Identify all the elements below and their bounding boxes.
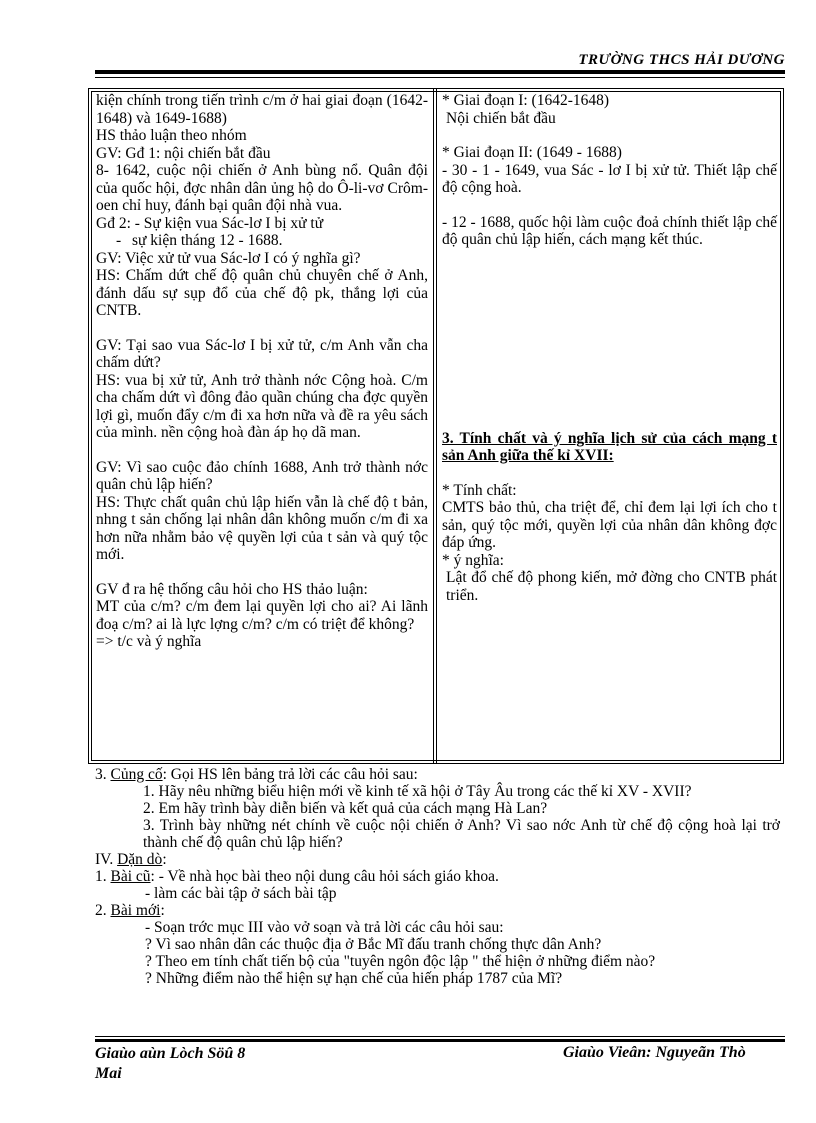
right-paragraph: - 30 - 1 - 1649, vua Sác - lơ I bị xử tử. Thiết lập chế độ cộng hoà. [442, 161, 777, 196]
left-paragraph: => t/c và ý nghĩa [96, 633, 202, 650]
bai-cu-number: 1. [95, 868, 107, 885]
dan-do-number: IV. [95, 851, 114, 868]
header-rule-thick [95, 70, 785, 74]
right-paragraph: - 12 - 1688, quốc hội làm cuộc đoả chính thiết lập chế độ quân chủ lập hiến, cách mạng kết thúc. [442, 213, 777, 248]
bai-moi-label: Bài mới [110, 902, 161, 919]
left-paragraph: GV đ ra hệ thống câu hỏi cho HS thảo luận: [96, 580, 368, 598]
lesson-notes-below [95, 766, 780, 987]
review-question: 3. Trình bày những nét chính về cuộc nội chiến ở Anh? Vì sao nớc Anh từ chế độ cộng hoà lại trở thành chế độ quân chủ lập hiến? [143, 817, 780, 851]
bai-moi-colon: : [160, 902, 165, 919]
homework-item: ? Những điểm nào thể hiện sự hạn chế của hiến pháp 1787 của Mĩ? [145, 970, 563, 987]
left-paragraph: kiện chính trong tiến trình c/m ở hai giai đoạn (1642-1648) và 1649-1688) [96, 92, 428, 127]
right-paragraph: * Giai đoạn II: (1649 - 1688) [442, 144, 622, 161]
footer-rule-thick [95, 1039, 785, 1042]
homework-item: ? Theo em tính chất tiến bộ của "tuyên ngôn độc lập " thể hiện ở những điểm nào? [145, 953, 656, 970]
table-column-divider [433, 88, 437, 764]
left-paragraph: 8- 1642, cuộc nội chiến ở Anh bùng nổ. Quân đội của quốc hội, đợc nhân dân ủng hộ do Ô-li-vơ Crôm-oen chỉ huy, đánh bại quân đội nhà vua. [96, 162, 428, 214]
right-paragraph: CMTS bảo thủ, cha triệt để, chỉ đem lại lợi ích cho t sản, quý tộc mới, quyền lợi của nhân dân không đợc đáp ứng. [442, 499, 777, 551]
right-paragraph: * Tính chất: [442, 481, 517, 499]
cung-co-number: 3. [95, 766, 107, 783]
bai-cu-text: : - Về nhà học bài theo nội dung câu hỏi sách giáo khoa. [150, 868, 499, 885]
left-bullet [96, 232, 428, 250]
review-question: 1. Hãy nêu những biểu hiện mới về kinh tế xã hội ở Tây Âu trong các thế kỉ XV - XVII? [143, 783, 692, 800]
footer-course-line1: Giaùo aùn Lòch Söû 8 [95, 1045, 246, 1062]
homework-item: ? Vì sao nhân dân các thuộc địa ở Bắc Mĩ đấu tranh chống thực dân Anh? [145, 936, 602, 953]
left-bullet-text: sự kiện tháng 12 - 1688. [132, 232, 283, 249]
table-right-column [442, 92, 777, 604]
right-paragraph: Lật đổ chế độ phong kiến, mở đờng cho CNTB phát triển. [446, 569, 777, 604]
left-paragraph: HS: Thực chất quân chủ lập hiến vẫn là chế độ t bản, nhng t sản chống lại nhân dân không muốn c/m đi xa hơn nữa nhằm bảo vệ quyền lợi của t sản và quý tộc mới. [96, 493, 428, 563]
footer-teacher-name: Giaùo Vieân: Nguyeãn Thò [563, 1044, 746, 1061]
cung-co-label: Củng cố [110, 766, 163, 783]
footer-course-line2: Mai [95, 1065, 122, 1082]
left-paragraph: MT của c/m? c/m đem lại quyền lợi cho ai? Ai lãnh đoạ c/m? ai là lực lợng c/m? c/m có triệt để không? [96, 598, 428, 633]
header-rule-thin [95, 77, 785, 78]
footer-rule-thin [95, 1036, 785, 1037]
right-paragraph: * Giai đoạn I: (1642-1648) [442, 92, 610, 109]
left-paragraph: HS: vua bị xử tử, Anh trở thành nớc Cộng hoà. C/m cha chấm dứt vì đông đảo quần chúng cha đợc quyền lợi gì, muốn đẩy c/m đi xa hơn nữa và đề ra yêu sách của mình. nền cộng hoà đàn áp họ dã man. [96, 371, 428, 441]
section-3-heading: 3. Tính chất và ý nghĩa lịch sử của cách mạng t sản Anh giữa thế kỉ XVII: [442, 429, 777, 464]
left-paragraph: Gđ 2: - Sự kiện vua Sác-lơ I bị xử tử [96, 214, 324, 232]
bai-cu-label: Bài cũ [110, 868, 151, 885]
header-school-name: TRƯỜNG THCS HẢI DƯƠNG [578, 52, 785, 68]
left-paragraph: HS: Chấm dứt chế độ quân chủ chuyên chế ở Anh, đánh dấu sự sụp đổ của chế độ pk, thắng lợi của CNTB. [96, 267, 428, 319]
left-paragraph: HS thảo luận theo nhóm [96, 127, 247, 144]
right-paragraph: * ý nghĩa: [442, 551, 504, 569]
right-paragraph: Nội chiến bắt đầu [446, 109, 556, 127]
bai-cu-text-2: - làm các bài tập ở sách bài tập [145, 885, 337, 902]
table-left-column [96, 92, 428, 651]
left-paragraph: GV: Vì sao cuộc đảo chính 1688, Anh trở thành nớc quân chủ lập hiến? [96, 458, 428, 493]
footer-course-title [95, 1044, 245, 1084]
bai-moi-number: 2. [95, 902, 107, 919]
left-paragraph: GV: Gđ 1: nội chiến bắt đầu [96, 144, 271, 162]
homework-item: - Soạn trớc mục III vào vở soạn và trả lời các câu hỏi sau: [145, 919, 504, 936]
left-paragraph: GV: Việc xử tử vua Sác-lơ I có ý nghĩa gì? [96, 249, 361, 267]
dan-do-colon: : [162, 851, 167, 868]
dan-do-label: Dặn dò [117, 851, 163, 868]
review-question: 2. Em hãy trình bày diễn biến và kết quả của cách mạng Hà Lan? [143, 800, 548, 817]
left-paragraph: GV: Tại sao vua Sác-lơ I bị xử tử, c/m Anh vẫn cha chấm dứt? [96, 336, 428, 371]
cung-co-text: : Gọi HS lên bảng trả lời các câu hỏi sau: [162, 766, 418, 783]
